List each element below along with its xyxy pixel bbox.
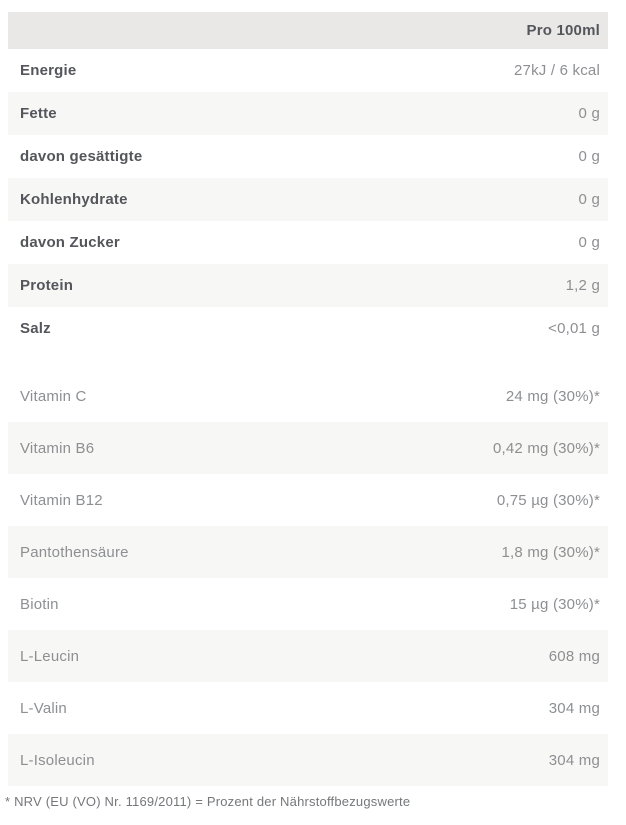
nutrient-value: 1,2 g	[565, 277, 600, 294]
nutrient-label: davon gesättigte	[20, 148, 143, 165]
table-row-pantothensaeure	[8, 526, 608, 578]
nutrient-value: 0,42 mg (30%)*	[492, 439, 600, 457]
table-row-kohlenhydrate	[8, 178, 608, 221]
nutrient-label: davon Zucker	[20, 234, 120, 251]
nutrient-label: Protein	[20, 277, 74, 294]
nutrient-value: 0 g	[578, 105, 600, 122]
table-header-row	[8, 12, 608, 49]
table-row-biotin	[8, 578, 608, 630]
nutrient-label: Salz	[20, 320, 51, 337]
micronutrients-section	[8, 370, 608, 786]
table-row-l-isoleucin	[8, 734, 608, 786]
table-row-protein	[8, 264, 608, 307]
table-row-l-valin	[8, 682, 608, 734]
nutrient-label: L-Isoleucin	[20, 751, 95, 769]
nutrient-value: 0 g	[578, 234, 600, 251]
nutrient-label: Pantothensäure	[20, 543, 129, 561]
nutrient-label: Energie	[20, 62, 77, 79]
table-row-gesaettigte	[8, 135, 608, 178]
macronutrients-section	[8, 49, 608, 350]
nutrient-label: Kohlenhydrate	[20, 191, 128, 208]
table-row-fette	[8, 92, 608, 135]
nutrient-value: 15 µg (30%)*	[509, 595, 600, 613]
nrv-footnote: * NRV (EU (VO) Nr. 1169/2011) = Prozent der Nährstoffbezugswerte	[5, 794, 411, 809]
nutrient-label: Vitamin B12	[20, 491, 103, 509]
nutrient-label: L-Valin	[20, 699, 67, 717]
nutrient-label: L-Leucin	[20, 647, 80, 665]
nutrient-value: 27kJ / 6 kcal	[514, 62, 600, 79]
nutrient-value: 0 g	[578, 191, 600, 208]
table-row-salz	[8, 307, 608, 350]
nutrient-value: 0,75 µg (30%)*	[496, 491, 600, 509]
table-row-l-leucin	[8, 630, 608, 682]
nutrition-table	[8, 12, 608, 786]
table-row-zucker	[8, 221, 608, 264]
table-row-vitamin-b12	[8, 474, 608, 526]
column-header-per-100ml: Pro 100ml	[526, 22, 600, 39]
table-row-vitamin-b6	[8, 422, 608, 474]
nutrient-value: 0 g	[578, 148, 600, 165]
nutrient-value: 24 mg (30%)*	[505, 387, 600, 405]
nutrient-label: Vitamin C	[20, 387, 87, 405]
nutrient-label: Biotin	[20, 595, 59, 613]
section-divider	[8, 350, 608, 370]
nutrient-value: 1,8 mg (30%)*	[501, 543, 600, 561]
nutrient-value: 304 mg	[548, 751, 600, 769]
table-row-energie	[8, 49, 608, 92]
nutrient-value: 304 mg	[548, 699, 600, 717]
nutrient-label: Fette	[20, 105, 57, 122]
nutrient-value: 608 mg	[548, 647, 600, 665]
nutrient-value: <0,01 g	[548, 320, 600, 337]
table-row-vitamin-c	[8, 370, 608, 422]
nutrient-label: Vitamin B6	[20, 439, 95, 457]
